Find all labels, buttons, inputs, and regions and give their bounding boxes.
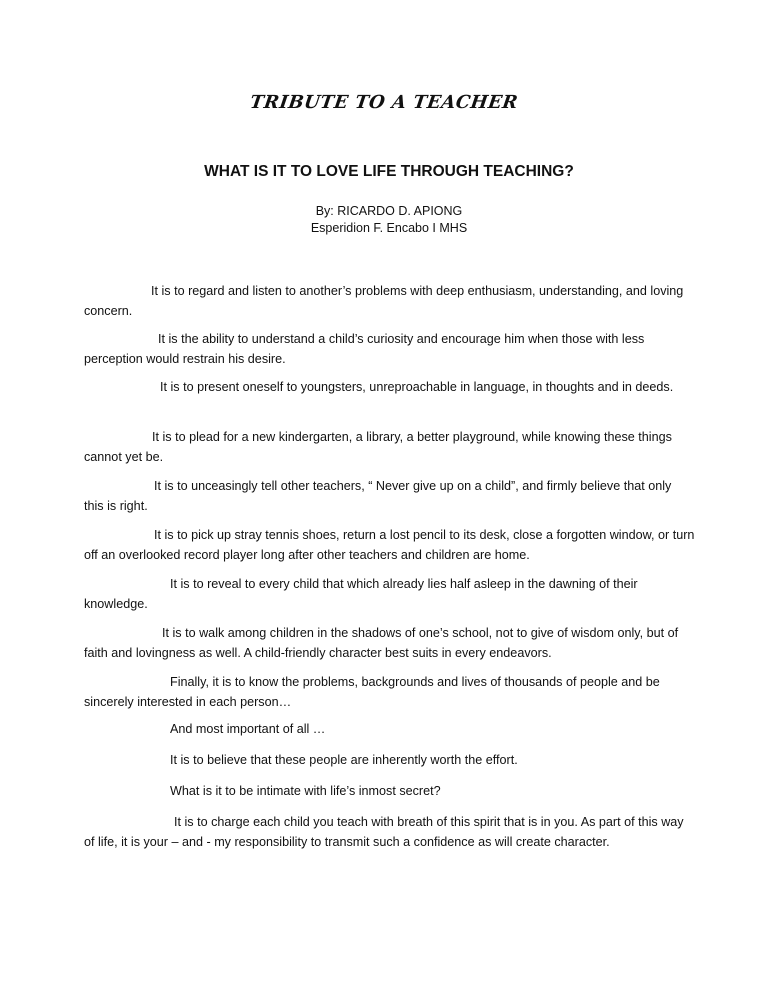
paragraph: It is to present oneself to youngsters, unreproachable in language, in thoughts and in deeds. xyxy=(160,380,674,394)
paragraph: It is the ability to understand a child’s curiosity and encourage him when those with less perception would restrain his desire. xyxy=(84,332,645,366)
paragraph: And most important of all … xyxy=(170,722,326,736)
paragraph: It is to believe that these people are inherently worth the effort. xyxy=(170,753,518,767)
paragraph: It is to plead for a new kindergarten, a library, a better playground, while knowing these things cannot yet be. xyxy=(84,430,672,464)
paragraph: What is it to be intimate with life’s inmost secret? xyxy=(170,784,441,798)
school-line: Esperidion F. Encabo I MHS xyxy=(310,221,468,235)
author-line: By: RICARDO D. APIONG xyxy=(315,204,463,218)
paragraph: It is to pick up stray tennis shoes, return a lost pencil to its desk, close a forgotten window, or turn off an overlooked record player long after other teachers and children are home. xyxy=(84,528,695,562)
document-subtitle: WHAT IS IT TO LOVE LIFE THROUGH TEACHING? xyxy=(204,163,574,180)
document-title: TRIBUTE TO A TEACHER xyxy=(248,92,520,113)
paragraph: It is to regard and listen to another’s problems with deep enthusiasm, understanding, and loving concern. xyxy=(84,284,684,318)
paragraph: It is to walk among children in the shadows of one’s school, not to give of wisdom only, but of faith and lovingness as well. A child-friendly character best suits in every endeavors. xyxy=(84,626,679,660)
paragraph: It is to reveal to every child that which already lies half asleep in the dawning of their knowledge. xyxy=(84,577,638,611)
paragraph: It is to charge each child you teach with breath of this spirit that is in you. As part of this way of life, it is your – and - my responsibility to transmit such a confidence as will create character. xyxy=(84,815,684,849)
paragraph: It is to unceasingly tell other teachers, “ Never give up on a child”, and firmly believe that only this is right. xyxy=(84,479,672,513)
paragraph: Finally, it is to know the problems, backgrounds and lives of thousands of people and be sincerely interested in each person… xyxy=(84,675,660,709)
